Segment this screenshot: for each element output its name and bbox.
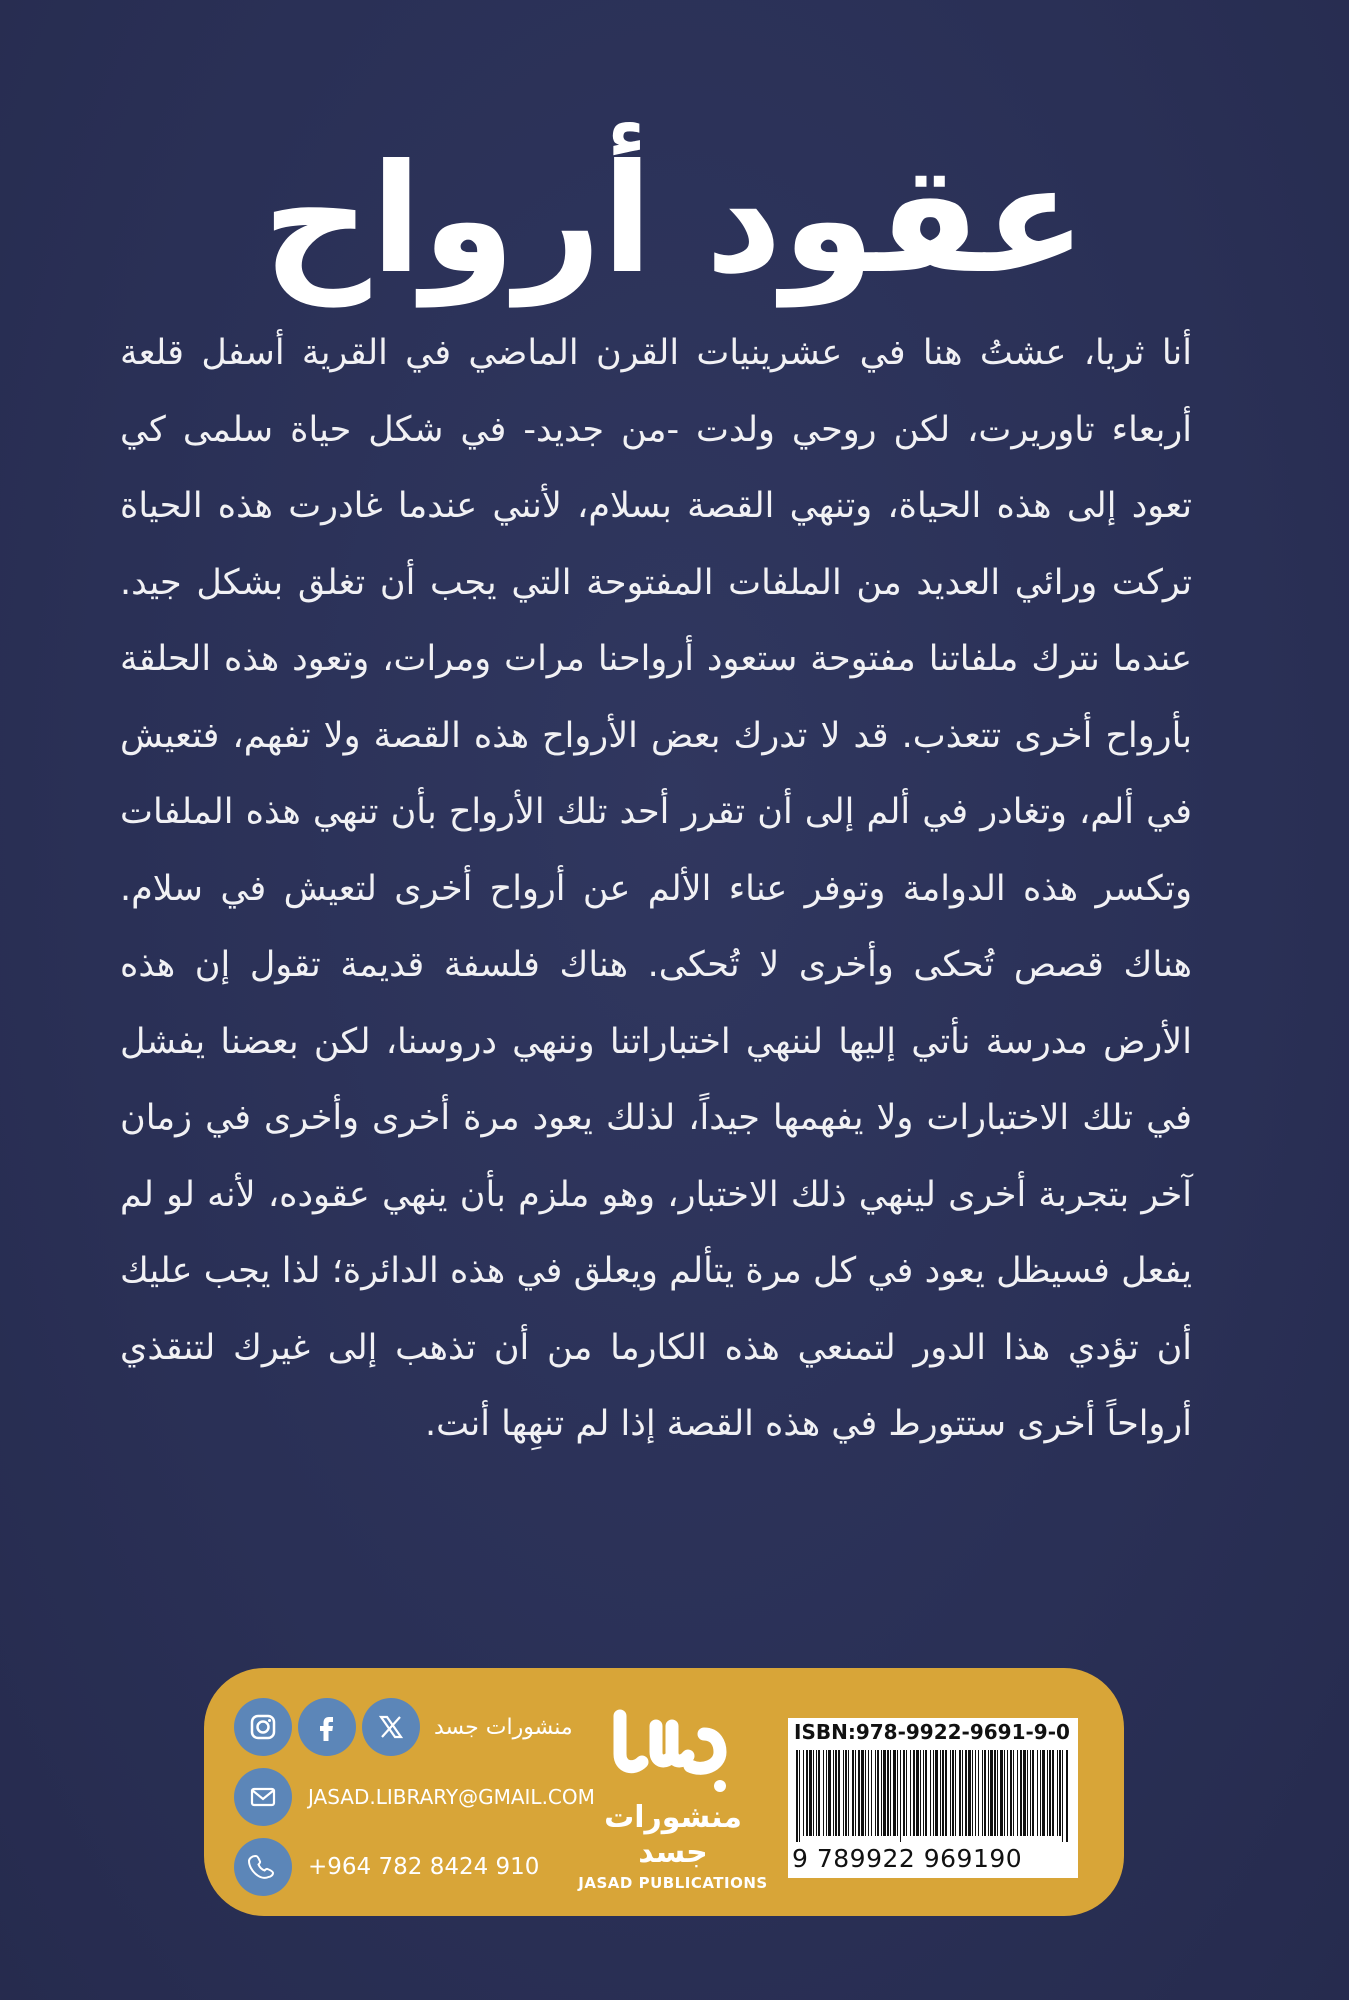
book-blurb: أنا ثريا، عشتُ هنا في عشرينيات القرن الماضي في القرية أسفل قلعة أربعاء تاوريرت، لكن روحي ولدت -من جديد- في شكل حياة سلمى كي تعود إلى هذه الحياة، وتنهي القصة بسلام، لأنني عندما غادرت هذه الحياة تركت ورائي العديد من الملفات المفتوحة التي يجب أن تغلق بشكل جيد. عندما نترك ملفاتنا مفتوحة ستعود أرواحنا مرات ومرات، وتعود هذه الحلقة بأرواح أخرى تتعذب. قد لا تدرك بعض الأرواح هذه القصة ولا تفهم، فتعيش في ألم، وتغادر في ألم إلى أن تقرر أحد تلك الأرواح بأن تنهي هذه الملفات وتكسر هذه الدوامة وتوفر عناء الألم عن أرواح أخرى لتعيش في سلام. هناك قصص تُحكى وأخرى لا تُحكى. هناك فلسفة قديمة تقول إن هذه الأرض مدرسة نأتي إليها لننهي اختباراتنا وننهي دروسنا، لكن بعضنا يفشل في تلك الاختبارات ولا يفهمها جيداً، لذلك يعود مرة أخرى وأخرى في زمان آخر بتجربة أخرى لينهي ذلك الاختبار، وهو ملزم بأن ينهي عقوده، لأنه لو لم يفعل فسيظل يعود في كل مرة يتألم ويعلق في هذه الدائرة؛ لذا يجب عليك أن تؤدي هذا الدور لتمنعي هذه الكارما من أن تذهب إلى غيرك لتنقذي أرواحاً أخرى ستتورط في هذه القصة إذا لم تنهِها أنت. bbox=[120, 333, 1192, 1444]
phone-row bbox=[234, 1838, 539, 1896]
instagram-icon[interactable] bbox=[234, 1698, 292, 1756]
barcode bbox=[794, 1750, 1072, 1842]
jasad-logo-mark bbox=[608, 1706, 738, 1796]
facebook-icon[interactable] bbox=[298, 1698, 356, 1756]
publisher-email[interactable]: JASAD.LIBRARY@GMAIL.COM bbox=[308, 1785, 595, 1809]
publisher-logo bbox=[568, 1698, 778, 1898]
isbn-digits: 9 789922 969190 bbox=[792, 1844, 1023, 1873]
publisher-info-box bbox=[204, 1668, 1124, 1916]
x-icon[interactable] bbox=[362, 1698, 420, 1756]
publisher-name-en: JASAD PUBLICATIONS bbox=[578, 1874, 768, 1892]
publisher-handle: منشورات جسد bbox=[434, 1714, 573, 1740]
email-row bbox=[234, 1768, 595, 1826]
social-row bbox=[234, 1698, 573, 1756]
phone-icon[interactable] bbox=[234, 1838, 292, 1896]
publisher-phone[interactable]: +964 782 8424 910 bbox=[308, 1854, 540, 1880]
book-title: عقود أرواح bbox=[262, 133, 1087, 307]
envelope-icon[interactable] bbox=[234, 1768, 292, 1826]
isbn-label: ISBN:978-9922-9691-9-0 bbox=[794, 1720, 1070, 1744]
isbn-barcode-block bbox=[788, 1718, 1078, 1878]
publisher-name-ar: منشورات جسد bbox=[604, 1800, 742, 1870]
